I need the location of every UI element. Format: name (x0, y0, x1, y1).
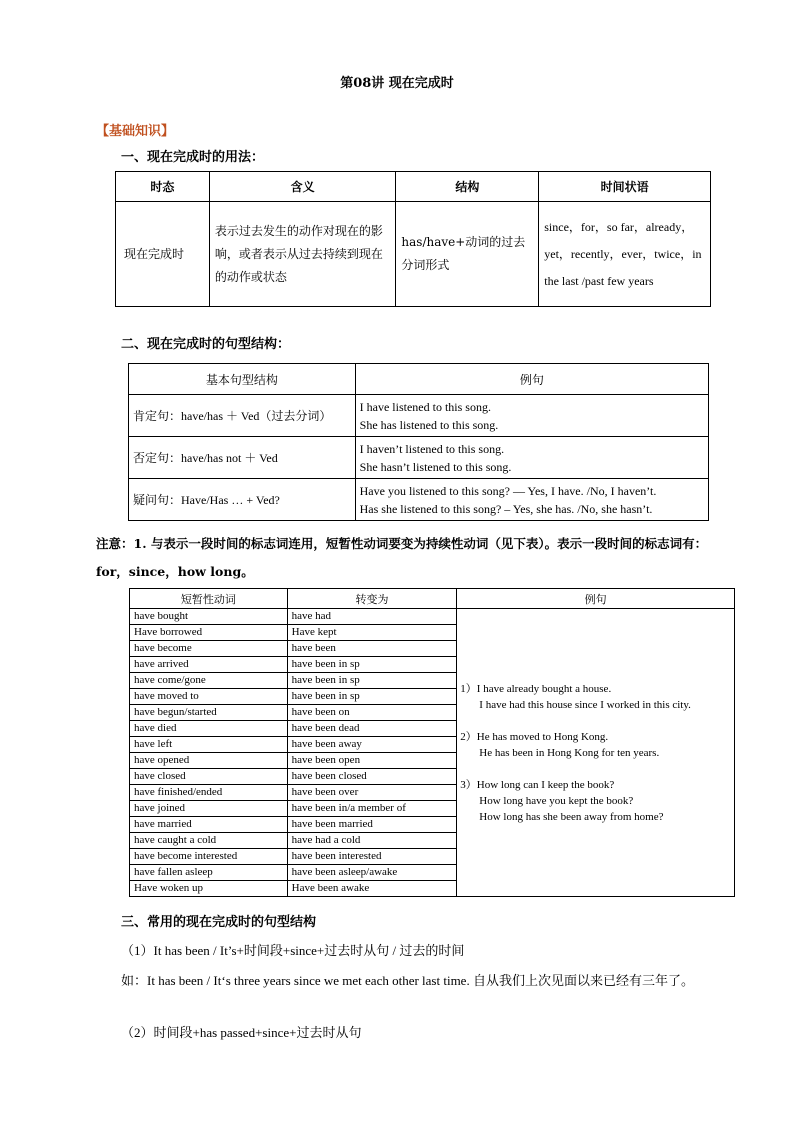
example-line: How long have you kept the book? (479, 794, 634, 807)
short-verb: have bought (130, 609, 288, 625)
table-row (129, 437, 709, 479)
example-line: Have you listened to this song? — Yes, I have. /No, I haven’t. (359, 483, 657, 498)
section-tag: 【基础知识】 (96, 124, 175, 139)
note-paragraph: 注意：1. 与表示一段时间的标志词连用，短暂性动词要变为持续性动词（见下表）。表示一段时间的标志词有：for，since，how long。 (96, 536, 708, 579)
example-line: Has she listened to this song? – Yes, she has. /No, she hasn’t. (359, 501, 653, 516)
example-line: I have had this house since I worked in this city. (479, 698, 691, 711)
header-example: 例句 (355, 364, 708, 395)
pattern-paragraph-1: （1）It has been / It’s+时间段+since+过去时从句 / 过去的时间 (121, 943, 465, 958)
header-tense: 时态 (116, 172, 210, 202)
pattern-question: 疑问句：Have/Has … + Ved? (129, 479, 356, 521)
durative-verb: have been asleep/awake (287, 865, 457, 881)
example-line: She hasn’t listened to this song. (359, 459, 512, 474)
short-verb: have begun/started (130, 705, 288, 721)
usage-table (115, 171, 711, 307)
short-verb: have fallen asleep (130, 865, 288, 881)
durative-verb: have been over (287, 785, 457, 801)
durative-verb: have been open (287, 753, 457, 769)
durative-verb: Have kept (287, 625, 457, 641)
verb-conversion-table (129, 588, 735, 897)
table-row (129, 395, 709, 437)
durative-verb: have been closed (287, 769, 457, 785)
header-examples: 例句 (457, 589, 735, 609)
durative-verb: have been married (287, 817, 457, 833)
example-line: She has listened to this song. (359, 417, 499, 432)
cell-structure: has/have+动词的过去分词形式 (396, 202, 539, 307)
heading-usage: 一、现在完成时的用法： (121, 150, 265, 165)
durative-verb: have been in sp (287, 657, 457, 673)
durative-verb: have had (287, 609, 457, 625)
table-row (129, 479, 709, 521)
header-adverbials: 时间状语 (539, 172, 711, 202)
short-verb: have joined (130, 801, 288, 817)
pattern-affirmative: 肯定句：have/has ＋ Ved（过去分词） (129, 395, 356, 437)
header-meaning: 含义 (209, 172, 396, 202)
page-title: 第08讲 现在完成时 (340, 76, 454, 91)
example-cell (355, 395, 708, 437)
header-short-verb: 短暂性动词 (130, 589, 288, 609)
cell-adverbials: since，for，so far，already，yet，recently，ever，twice，in the last /past few years (539, 202, 711, 307)
short-verb: have become (130, 641, 288, 657)
conversion-table-header (130, 589, 735, 609)
short-verb: have closed (130, 769, 288, 785)
durative-verb: have been interested (287, 849, 457, 865)
cell-meaning: 表示过去发生的动作对现在的影响，或者表示从过去持续到现在的动作或状态 (209, 202, 396, 307)
example-line: 2）He has moved to Hong Kong. (460, 730, 609, 743)
durative-verb: have been in sp (287, 689, 457, 705)
durative-verb: have been in sp (287, 673, 457, 689)
short-verb: Have borrowed (130, 625, 288, 641)
short-verb: have come/gone (130, 673, 288, 689)
short-verb: have moved to (130, 689, 288, 705)
pattern-negative: 否定句：have/has not ＋ Ved (129, 437, 356, 479)
short-verb: have left (130, 737, 288, 753)
header-pattern: 基本句型结构 (129, 364, 356, 395)
durative-verb: have had a cold (287, 833, 457, 849)
example-line: How long has she been away from home? (479, 810, 664, 823)
short-verb: have died (130, 721, 288, 737)
short-verb: have caught a cold (130, 833, 288, 849)
example-line: 3）How long can I keep the book? (460, 778, 615, 791)
durative-verb: have been in/a member of (287, 801, 457, 817)
pattern-paragraph-2: （2）时间段+has passed+since+过去时从句 (121, 1025, 362, 1040)
short-verb: have finished/ended (130, 785, 288, 801)
durative-verb: have been on (287, 705, 457, 721)
example-cell (355, 479, 708, 521)
durative-verb: have been away (287, 737, 457, 753)
sentence-pattern-table (128, 363, 709, 521)
heading-common-patterns: 三、常用的现在完成时的句型结构 (121, 915, 317, 930)
usage-table-row (116, 202, 711, 307)
header-structure: 结构 (396, 172, 539, 202)
example-line: I have listened to this song. (359, 399, 491, 414)
usage-table-header (116, 172, 711, 202)
table-row (130, 609, 735, 625)
example-line: He has been in Hong Kong for ten years. (479, 746, 660, 759)
header-converted: 转变为 (287, 589, 457, 609)
short-verb: have arrived (130, 657, 288, 673)
pattern-table-header (129, 364, 709, 395)
example-line: 1）I have already bought a house. (460, 682, 612, 695)
short-verb: have become interested (130, 849, 288, 865)
durative-verb: have been dead (287, 721, 457, 737)
cell-tense: 现在完成时 (116, 202, 210, 307)
heading-structure: 二、现在完成时的句型结构： (121, 337, 291, 352)
durative-verb: have been (287, 641, 457, 657)
example-line: I haven’t listened to this song. (359, 441, 505, 456)
short-verb: have married (130, 817, 288, 833)
example-cell (355, 437, 708, 479)
durative-verb: Have been awake (287, 881, 457, 897)
short-verb: have opened (130, 753, 288, 769)
examples-cell (457, 609, 735, 897)
example-paragraph: 如：It has been / It‘s three years since we met each other last time. 自从我们上次见面以来已经有三年了。 (121, 973, 694, 988)
short-verb: Have woken up (130, 881, 288, 897)
